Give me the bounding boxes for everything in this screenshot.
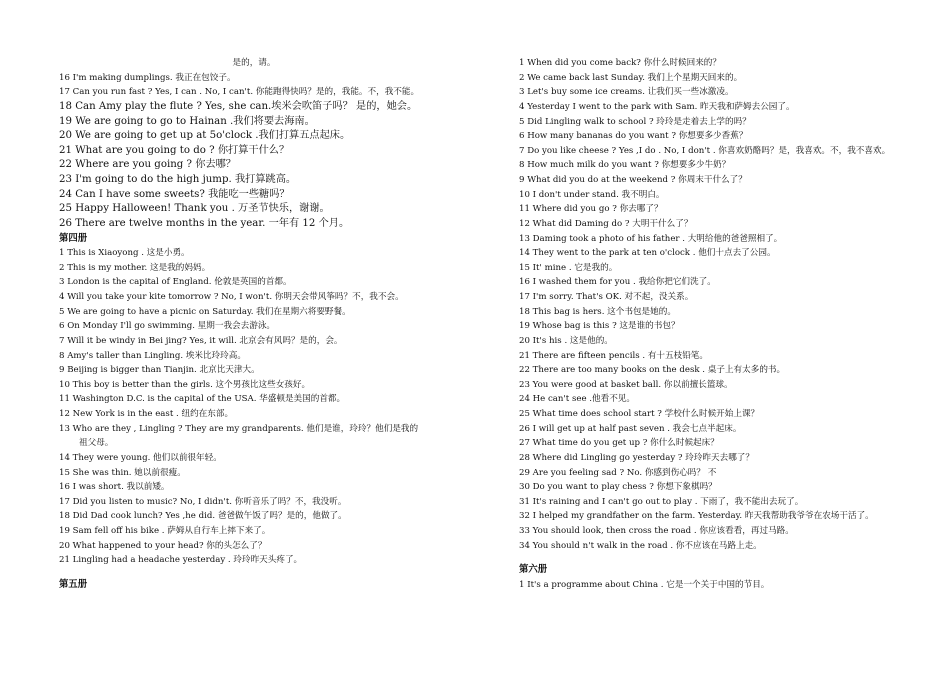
text-line: 23 You were good at basket ball. 你以前擅长篮球。 <box>519 379 733 390</box>
text-line: 17 I'm sorry. That's OK. 对不起，没关系。 <box>519 292 694 302</box>
text-line: 26 I will get up at half past seven . 我会七点半起床。 <box>519 423 742 434</box>
text-line: 22 Where are you going ? 你去哪？ <box>59 159 236 171</box>
text-line: 10 This boy is better than the girls. 这个男孩比这些女孩好。 <box>59 379 311 390</box>
text-line: 2 We came back last Sunday. 我们上个星期天回来的。 <box>519 72 743 83</box>
text-line: 8 How much milk do you want ? 你想要多少牛奶？ <box>519 160 731 171</box>
spacer <box>519 553 914 563</box>
text-line: 16 I was short. 我以前矮。 <box>59 482 170 493</box>
lines-group-d <box>59 451 449 568</box>
text-line: 11 Washington D.C. is the capital of the USA. 华盛顿是美国的首都。 <box>59 394 346 405</box>
text-line: 15 She was thin. 她以前很瘦。 <box>59 467 186 478</box>
right-lines-group-a <box>519 56 914 158</box>
text-line: 25 What time does school start ? 学校什么时候开始上课？ <box>519 409 760 419</box>
text-line: 29 Are you feeling sad ? No. 你感到伤心吗？ 不 <box>519 467 717 478</box>
text-line: 21 What are you going to do ? 你打算干什么？ <box>59 144 290 156</box>
text-line: 34 You should n't walk in the road . 你不应该在马路上走。 <box>519 540 762 551</box>
text-line: 28 Where did Lingling go yesterday ? 玲玲昨天去哪了？ <box>519 452 754 463</box>
text-line: 4 Yesterday I went to the park with Sam. 昨天我和萨姆去公园了。 <box>519 101 795 112</box>
text-line: 8 Amy's taller than Lingling. 埃米比玲玲高。 <box>59 350 246 361</box>
text-line: 14 They were young. 他们以前很年轻。 <box>59 452 222 463</box>
text-line: 17 Can you run fast ? Yes, I can . No, I can't. 你能跑得快吗？是的，我能。不，我不能。 <box>59 87 420 98</box>
text-line: 3 London is the capital of England. 伦敦是英国的首都。 <box>59 277 292 288</box>
right-lines-group-b <box>519 158 914 553</box>
text-line: 22 There are too many books on the desk . 桌子上有太多的书。 <box>519 365 786 376</box>
text-line: 26 There are twelve months in the year. 一年有 12 个月。 <box>59 217 350 229</box>
text-line: 13 Who are they , Lingling ? They are my grandparents. 他们是谁，玲玲？他们是我的 <box>59 423 419 434</box>
text-line: 1 When did you come back? 你什么时候回来的？ <box>519 58 721 68</box>
text-line: 24 He can't see .他看不见。 <box>519 394 636 405</box>
text-line: 15 It' mine . 它是我的。 <box>519 262 618 273</box>
text-line: 12 New York is in the east . 纽约在东部。 <box>59 409 234 419</box>
text-line: 9 Beijing is bigger than Tianjin. 北京比天津大。 <box>59 365 260 376</box>
text-line: 33 You should look, then cross the road . 你应该看看，再过马路。 <box>519 526 794 536</box>
text-line: 17 Did you listen to music? No, I didn't. 你听音乐了吗？不，我没听。 <box>59 496 347 507</box>
text-line: 16 I washed them for you . 我给你把它们洗了。 <box>519 277 716 288</box>
text-line: 13 Daming took a photo of his father . 大明给他的爸爸照相了。 <box>519 233 783 244</box>
right-column <box>519 56 914 593</box>
text-line: 21 Lingling had a headache yesterday . 玲玲昨天头疼了。 <box>59 555 303 566</box>
left-column <box>59 56 449 593</box>
text-line: 9 What did you do at the weekend ? 你周末干什么了？ <box>519 175 747 185</box>
text-line: 7 Do you like cheese ? Yes ,I do . No, I don't . 你喜欢奶酪吗？是，我喜欢。不，我不喜欢。 <box>519 145 891 156</box>
text-line: 11 Where did you go ? 你去哪了？ <box>519 204 663 215</box>
lines-group-a <box>59 71 449 100</box>
section-heading-book5: 第五册 <box>59 578 88 590</box>
lines-group-c <box>59 246 449 436</box>
text-line: 16 I'm making dumplings. 我正在包饺子。 <box>59 72 236 83</box>
text-line: 20 What happened to your head? 你的头怎么了？ <box>59 540 267 551</box>
text-line: 25 Happy Halloween! Thank you . 万圣节快乐，谢谢。 <box>59 203 330 215</box>
text-line: 19 We are going to go to Hainan .我们将要去海南。 <box>59 115 315 127</box>
text-line: 1 This is Xiaoyong . 这是小勇。 <box>59 248 190 259</box>
text-line: 32 I helped my grandfather on the farm. Yesterday. 昨天我帮助我爷爷在农场干活了。 <box>519 511 874 522</box>
lines-group-b <box>59 100 449 232</box>
section-heading-book6: 第六册 <box>519 564 548 576</box>
top-fragment: 是的，请。 <box>232 58 276 68</box>
text-line: 2 This is my mother. 这是我的妈妈。 <box>59 262 211 273</box>
text-line: 5 We are going to have a picnic on Saturday. 我们在星期六将要野餐。 <box>59 306 351 317</box>
text-line: 23 I'm going to do the high jump. 我打算跳高。 <box>59 174 297 185</box>
line-13-continuation: 祖父母。 <box>79 438 114 449</box>
text-line: 21 There are fifteen pencils . 有十五枝铅笔。 <box>519 350 708 361</box>
text-line: 12 What did Daming do ? 大明干什么了？ <box>519 218 693 229</box>
text-line: 4 Will you take your kite tomorrow ? No, I won't. 你明天会带风筝吗？不，我不会。 <box>59 292 404 302</box>
section-heading-book4: 第四册 <box>59 232 88 244</box>
text-line: 1 It's a programme about China . 它是一个关于中国的节目。 <box>519 579 770 590</box>
text-line: 18 This bag is hers. 这个书包是她的。 <box>519 306 676 317</box>
text-line: 30 Do you want to play chess ? 你想下象棋吗？ <box>519 482 717 493</box>
text-line: 20 It's his . 这是他的。 <box>519 335 613 346</box>
text-line: 5 Did Lingling walk to school ? 玲玲是走着去上学的吗？ <box>519 116 751 127</box>
text-line: 18 Did Dad cook lunch? Yes ,he did. 爸爸做午饭了吗？是的，他做了。 <box>59 511 347 522</box>
text-line: 18 Can Amy play the flute ? Yes, she can.埃米会吹笛子吗？ 是的，她会。 <box>59 100 418 112</box>
text-line: 19 Whose bag is this ? 这是谁的书包？ <box>519 321 680 332</box>
right-lines-group-c <box>519 578 914 593</box>
text-line: 6 How many bananas do you want ? 你想要多少香蕉？ <box>519 131 748 142</box>
text-line: 19 Sam fell off his bike . 萨姆从自行车上摔下来了。 <box>59 526 271 536</box>
text-line: 10 I don't under stand. 我不明白。 <box>519 189 665 200</box>
text-line: 7 Will it be windy in Bei jing? Yes, it will. 北京会有风吗？是的，会。 <box>59 335 343 346</box>
text-line: 20 We are going to get up at 5o'clock .我们打算五点起床。 <box>59 130 351 142</box>
text-line: 6 On Monday I'll go swimming. 星期一我会去游泳。 <box>59 321 276 332</box>
spacer <box>59 568 449 578</box>
text-line: 24 Can I have some sweets? 我能吃一些糖吗？ <box>59 188 290 200</box>
text-line: 14 They went to the park at ten o'clock . 他们十点去了公园。 <box>519 248 776 259</box>
text-line: 27 What time do you get up ? 你什么时候起床？ <box>519 438 719 449</box>
text-line: 3 Let's buy some ice creams. 让我们买一些冰激凌。 <box>519 87 734 98</box>
text-line: 31 It's raining and I can't go out to play . 下雨了，我不能出去玩了。 <box>519 496 804 507</box>
